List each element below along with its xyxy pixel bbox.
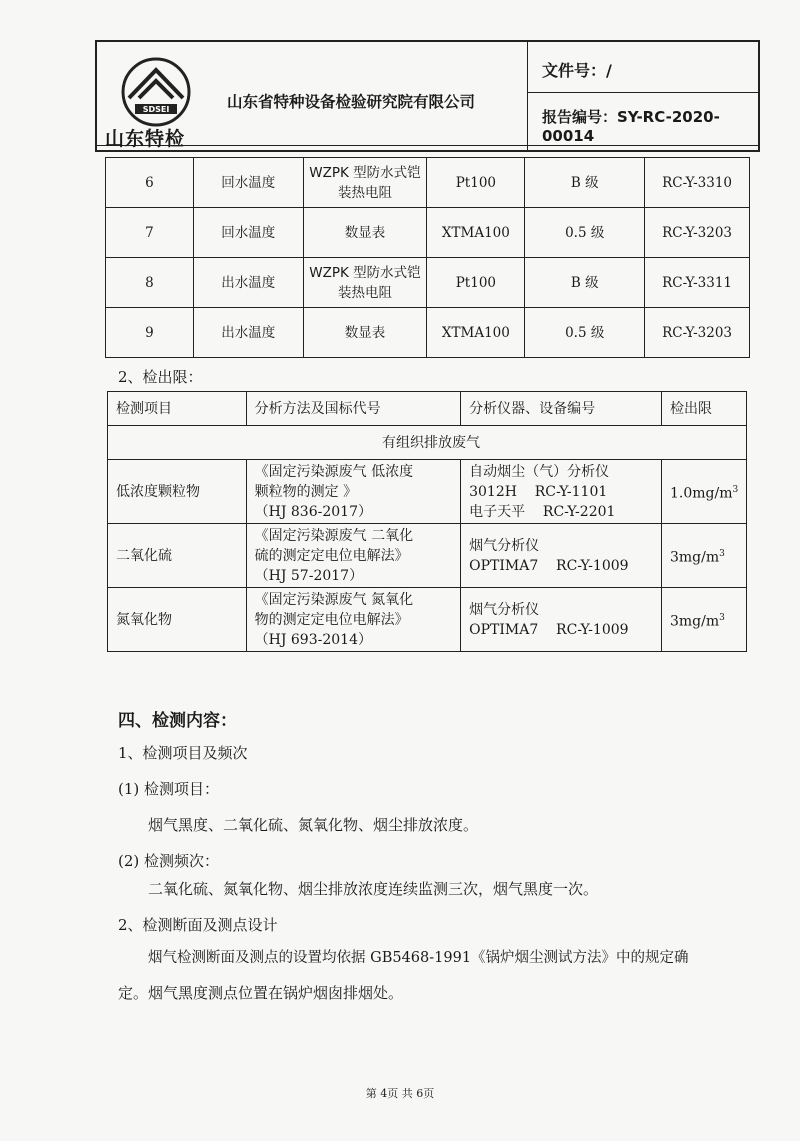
instrument-line: 烟气分析仪 bbox=[469, 601, 540, 618]
instrument-cell bbox=[461, 588, 662, 652]
brand-name: 山东特检 bbox=[105, 128, 186, 150]
method-line: 颗粒物的测定 》 bbox=[254, 483, 358, 500]
paragraph: 二氧化硫、氮氧化物、烟尘排放浓度连续监测三次，烟气黑度一次。 bbox=[148, 880, 599, 898]
company-name: 山东省特种设备检验研究院有限公司 bbox=[227, 93, 476, 111]
row-number: 8 bbox=[106, 258, 194, 308]
method-line: （HJ 693-2014） bbox=[254, 631, 372, 648]
parameter-cell: 出水温度 bbox=[193, 308, 303, 358]
paragraph: 烟气黑度、二氧化硫、氮氧化物、烟尘排放浓度。 bbox=[148, 816, 479, 834]
group-label: 有组织排放废气 bbox=[108, 426, 747, 460]
instrument-name-cell: WZPK 型防水式铠装热电阻 bbox=[303, 258, 427, 308]
table-row bbox=[108, 524, 747, 588]
method-line: （HJ 57-2017） bbox=[254, 567, 364, 584]
grade-cell: B 级 bbox=[525, 258, 645, 308]
column-header: 分析方法及国标代号 bbox=[246, 392, 460, 426]
report-header bbox=[95, 40, 760, 152]
column-header: 检测项目 bbox=[108, 392, 247, 426]
table-row bbox=[108, 460, 747, 524]
paragraph: (1) 检测项目： bbox=[118, 780, 220, 798]
code-cell: RC-Y-3310 bbox=[645, 158, 750, 208]
model-cell: XTMA100 bbox=[427, 308, 525, 358]
item-cell: 氮氧化物 bbox=[108, 588, 247, 652]
method-cell bbox=[246, 460, 460, 524]
instrument-line: 3012H RC-Y-1101 bbox=[469, 483, 608, 500]
equipment-table bbox=[105, 157, 750, 358]
header-divider bbox=[527, 42, 528, 150]
instrument-cell bbox=[461, 524, 662, 588]
paragraph: 烟气检测断面及测点的设置均依据 GB5468-1991《锅炉烟尘测试方法》中的规定确 bbox=[148, 950, 689, 966]
parameter-cell: 出水温度 bbox=[193, 258, 303, 308]
method-cell bbox=[246, 524, 460, 588]
group-row bbox=[108, 426, 747, 460]
report-number: 报告编号：SY-RC-2020-00014 bbox=[542, 108, 720, 145]
limit-cell: $1.0mg/m^3$ bbox=[662, 460, 747, 524]
document-number: 文件号：/ bbox=[542, 61, 612, 80]
header-divider bbox=[527, 92, 758, 93]
grade-cell: B 级 bbox=[525, 158, 645, 208]
method-line: （HJ 836-2017） bbox=[254, 503, 372, 520]
instrument-cell bbox=[461, 460, 662, 524]
table-row bbox=[106, 158, 750, 208]
instrument-name-cell: 数显表 bbox=[303, 208, 427, 258]
table-row bbox=[108, 588, 747, 652]
table-header-row bbox=[108, 392, 747, 426]
grade-cell: 0.5 级 bbox=[525, 308, 645, 358]
paragraph: 1、检测项目及频次 bbox=[118, 744, 248, 762]
page-footer: 第 4页 共 6页 bbox=[365, 1087, 435, 1100]
method-line: 《固定污染源废气 氮氧化 bbox=[254, 591, 414, 608]
paragraph: 定。烟气黑度测点位置在锅炉烟囱排烟处。 bbox=[118, 984, 404, 1002]
row-number: 6 bbox=[106, 158, 194, 208]
model-cell: XTMA100 bbox=[427, 208, 525, 258]
column-header: 检出限 bbox=[662, 392, 747, 426]
column-header: 分析仪器、设备编号 bbox=[461, 392, 662, 426]
limit-cell: $3mg/m^3$ bbox=[662, 524, 747, 588]
instrument-line: OPTIMA7 RC-Y-1009 bbox=[469, 557, 629, 574]
table-row bbox=[106, 208, 750, 258]
svg-text:SDSEI: SDSEI bbox=[142, 105, 170, 114]
row-number: 7 bbox=[106, 208, 194, 258]
method-line: 硫的测定定电位电解法》 bbox=[254, 547, 409, 564]
code-cell: RC-Y-3311 bbox=[645, 258, 750, 308]
instrument-line: 烟气分析仪 bbox=[469, 537, 540, 554]
instrument-name-cell: 数显表 bbox=[303, 308, 427, 358]
code-cell: RC-Y-3203 bbox=[645, 208, 750, 258]
paragraph: (2) 检测频次： bbox=[118, 852, 220, 870]
section-heading: 四、检测内容： bbox=[118, 711, 237, 731]
method-cell bbox=[246, 588, 460, 652]
code-cell: RC-Y-3203 bbox=[645, 308, 750, 358]
header-bottom-rule bbox=[97, 145, 758, 146]
method-line: 《固定污染源废气 二氧化 bbox=[254, 527, 414, 544]
instrument-line: 自动烟尘（气）分析仪 bbox=[469, 463, 610, 480]
limit-cell: $3mg/m^3$ bbox=[662, 588, 747, 652]
model-cell: Pt100 bbox=[427, 158, 525, 208]
item-cell: 低浓度颗粒物 bbox=[108, 460, 247, 524]
item-cell: 二氧化硫 bbox=[108, 524, 247, 588]
parameter-cell: 回水温度 bbox=[193, 158, 303, 208]
limit-section-title: 2、检出限： bbox=[118, 368, 203, 386]
detection-limit-table bbox=[107, 391, 747, 652]
method-line: 物的测定定电位电解法》 bbox=[254, 611, 409, 628]
model-cell: Pt100 bbox=[427, 258, 525, 308]
paragraph: 2、检测断面及测点设计 bbox=[118, 916, 278, 934]
instrument-name-cell: WZPK 型防水式铠装热电阻 bbox=[303, 158, 427, 208]
parameter-cell: 回水温度 bbox=[193, 208, 303, 258]
grade-cell: 0.5 级 bbox=[525, 208, 645, 258]
table-row bbox=[106, 308, 750, 358]
method-line: 《固定污染源废气 低浓度 bbox=[254, 463, 414, 480]
instrument-line: 电子天平 RC-Y-2201 bbox=[469, 503, 616, 520]
table-row bbox=[106, 258, 750, 308]
row-number: 9 bbox=[106, 308, 194, 358]
instrument-line: OPTIMA7 RC-Y-1009 bbox=[469, 621, 629, 638]
